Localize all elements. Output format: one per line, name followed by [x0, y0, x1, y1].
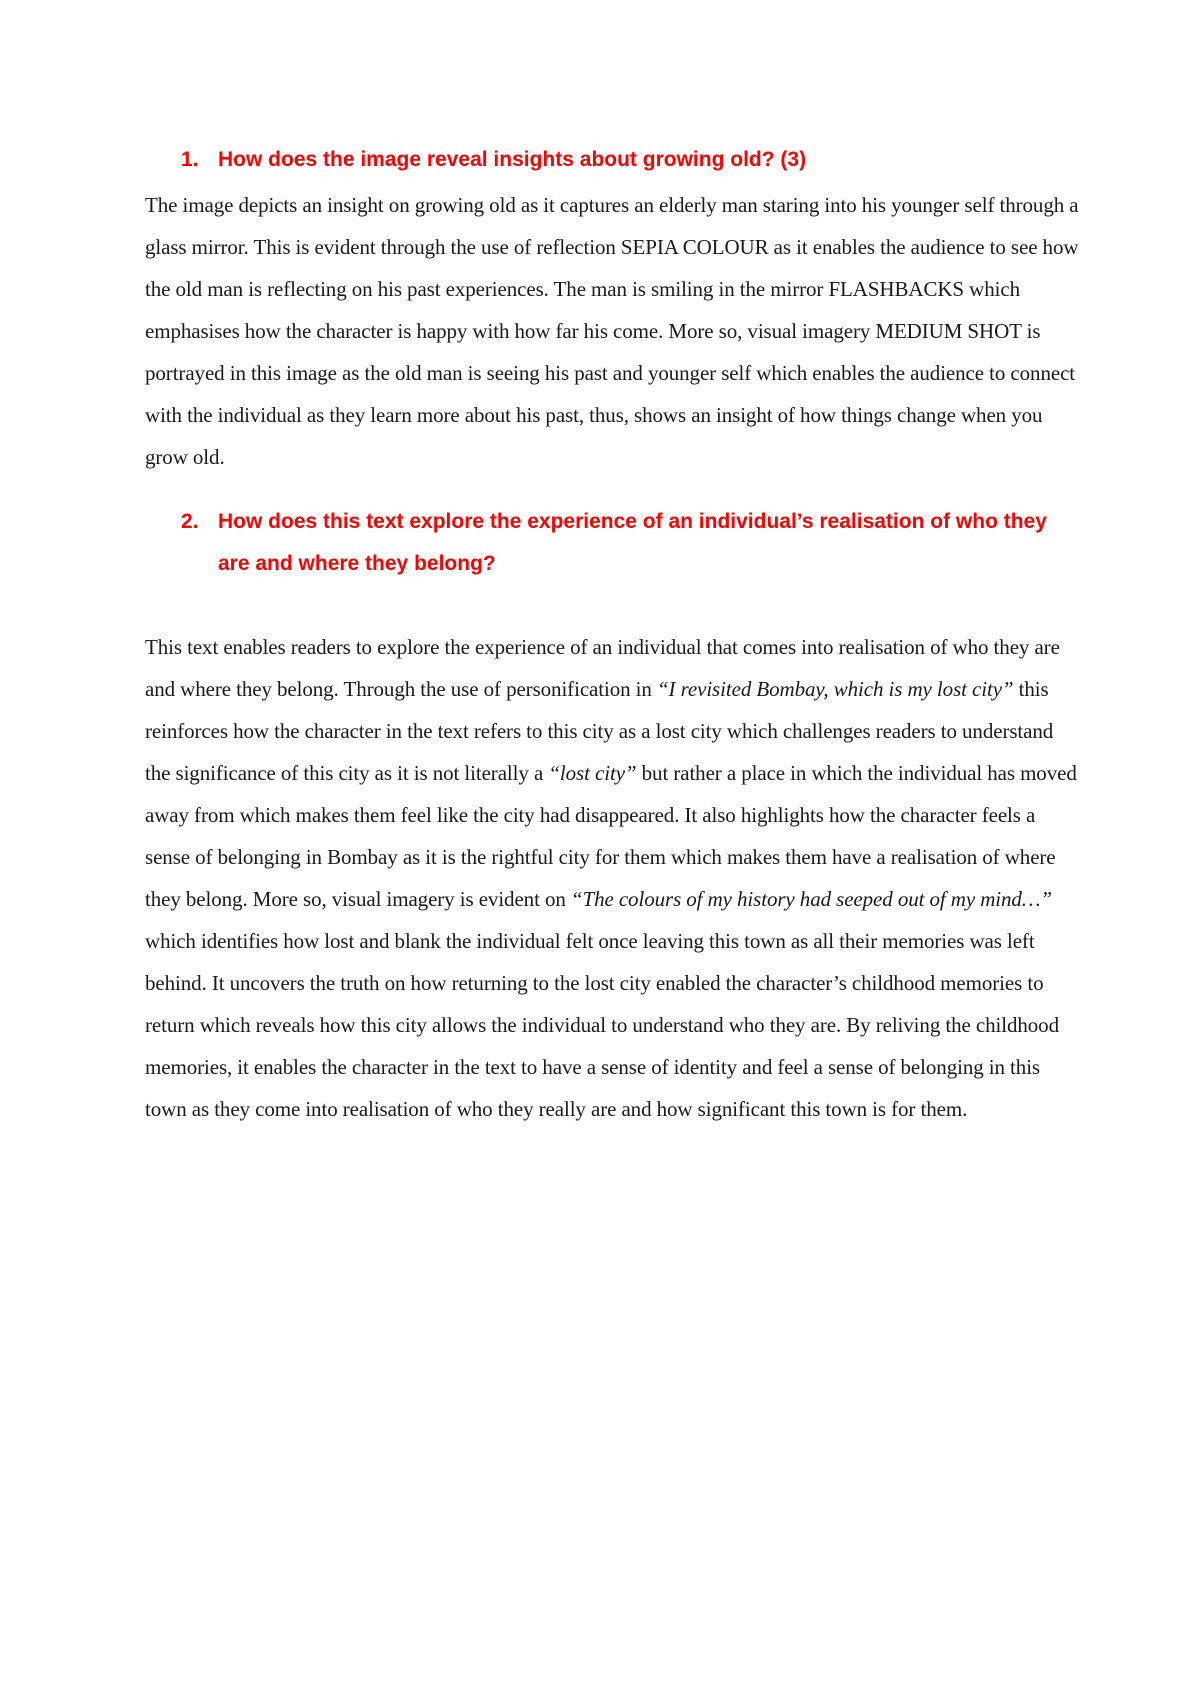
answer-2-part-1: This text enables readers to explore the experience of an individual that comes into realisation of who they are and where they belong. Through the use of personification in	[145, 635, 1060, 701]
question-1-heading	[145, 139, 1080, 181]
document-content	[145, 144, 1080, 1130]
question-2-heading	[145, 501, 1080, 585]
answer-2-part-4: which identifies how lost and blank the individual felt once leaving this town as all their memories was left behind. It uncovers the truth on how returning to the lost city enabled the character’s childhood memories to return which reveals how this city allows the individual to understand who they are. By reliving the childhood memories, it enables the character in the text to have a sense of identity and feel a sense of belonging in this town as they come into realisation of who they really are and how significant this town is for them.	[145, 929, 1059, 1121]
answer-1-paragraph: The image depicts an insight on growing old as it captures an elderly man staring into his younger self through a glass mirror. This is evident through the use of reflection SEPIA COLOUR as it enables the audience to see how the old man is reflecting on his past experiences. The man is smiling in the mirror FLASHBACKS which emphasises how the character is happy with how far his come. More so, visual imagery MEDIUM SHOT is portrayed in this image as the old man is seeing his past and younger self which enables the audience to connect with the individual as they learn more about his past, thus, shows an insight of how things change when you grow old.	[145, 193, 1079, 469]
answer-2-part-2: this reinforces how the character in the text refers to this city as a lost city which challenges readers to understand the significance of this city as it is not literally a	[145, 677, 1054, 785]
question-1-number: 1.	[181, 148, 199, 171]
answer-2-quote-2: “lost city”	[548, 761, 637, 785]
answer-2-paragraph	[145, 626, 1080, 1130]
question-2-text: How does this text explore the experience of an individual’s realisation of who they are and where they belong?	[218, 510, 1047, 575]
answer-2-part-3: but rather a place in which the individual has moved away from which makes them feel like the city had disappeared. It also highlights how the character feels a sense of belonging in Bombay as it is the rightful city for them which makes them have a realisation of where they belong. More so, visual imagery is evident on	[145, 761, 1077, 911]
question-2-number: 2.	[181, 510, 199, 533]
question-1-text: How does the image reveal insights about growing old? (3)	[218, 148, 807, 171]
answer-2-quote-3: “The colours of my history had seeped out of my mind…”	[570, 887, 1052, 911]
answer-2-quote-1: “I revisited Bombay, which is my lost city”	[656, 677, 1014, 701]
